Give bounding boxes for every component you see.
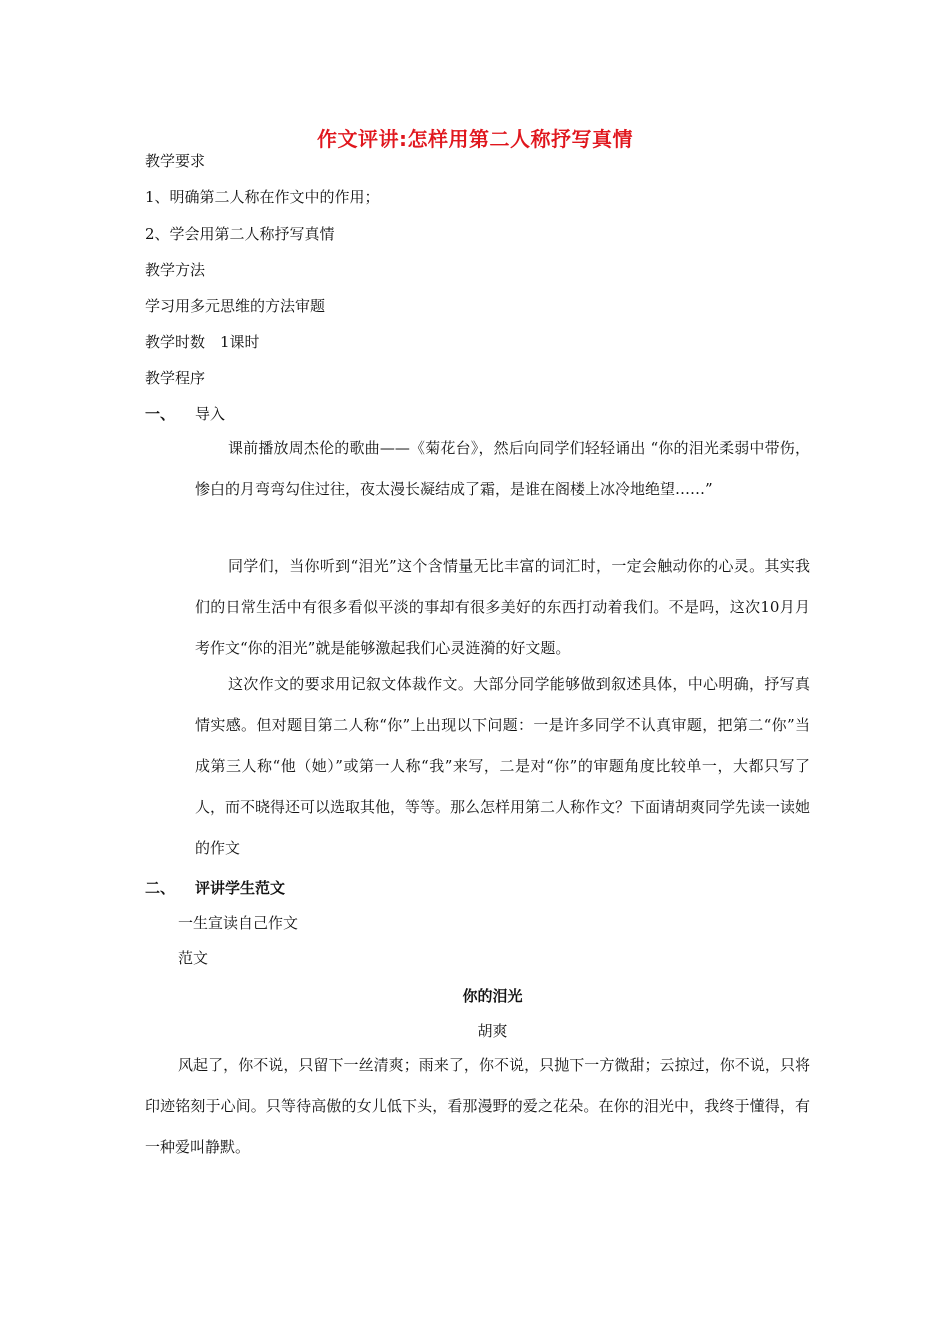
section-1-number: 一、	[145, 405, 176, 423]
essay-paragraph-1: 风起了，你不说，只留下一丝清爽；雨来了，你不说，只抛下一方微甜；云掠过，你不说，只将印迹铭刻于心间。只等待高傲的女儿低下头，看那漫野的爱之花朵。在你的泪光中，我终于懂得，有一种爱叫静默。	[145, 1056, 810, 1156]
teaching-method-text: 学习用多元思维的方法审题	[145, 297, 326, 315]
section-1-paragraph-2: 同学们，当你听到“泪光”这个含情量无比丰富的词汇时，一定会触动你的心灵。其实我们的日常生活中有很多看似平淡的事却有很多美好的东西打动着我们。不是吗，这次10月月考作文“你的泪光”就是能够激起我们心灵涟漪的好文题。	[195, 557, 810, 657]
requirement-item-2: 2、学会用第二人称抒写真情	[145, 225, 335, 243]
heading-teaching-requirements: 教学要求	[145, 152, 206, 170]
section-2-line-1: 一生宣读自己作文	[178, 914, 299, 932]
section-2-number: 二、	[145, 879, 176, 897]
requirement-item-1: 1、明确第二人称在作文中的作用；	[145, 188, 380, 206]
essay-title: 你的泪光	[462, 987, 523, 1005]
heading-teaching-procedure: 教学程序	[145, 369, 206, 387]
heading-teaching-method: 教学方法	[145, 261, 206, 279]
section-1-title: 导入	[195, 405, 226, 423]
section-1-paragraph-3: 这次作文的要求用记叙文体裁作文。大部分同学能够做到叙述具体，中心明确，抒写真情实感。但对题目第二人称“你”上出现以下问题：一是许多同学不认真审题，把第二“你”当成第三人称“他（她）”或第一人称“我”来写，二是对“你”的审题角度比较单一，大都只写了人，而不晓得还可以选取其他，等等。那么怎样用第二人称作文？下面请胡爽同学先读一读她的作文	[195, 675, 811, 857]
document-title: 作文评讲:怎样用第二人称抒写真情	[317, 127, 633, 151]
section-1-paragraph-1: 课前播放周杰伦的歌曲——《菊花台》，然后向同学们轻轻诵出 “你的泪光柔弱中带伤，惨白的月弯弯勾住过往，夜太漫长凝结成了霜，是谁在阁楼上冰冷地绝望……”	[195, 439, 810, 498]
section-2-line-2: 范文	[178, 949, 209, 967]
essay-author: 胡爽	[477, 1022, 508, 1040]
teaching-hours: 教学时数 1课时	[145, 333, 260, 351]
section-2-title: 评讲学生范文	[195, 879, 286, 897]
